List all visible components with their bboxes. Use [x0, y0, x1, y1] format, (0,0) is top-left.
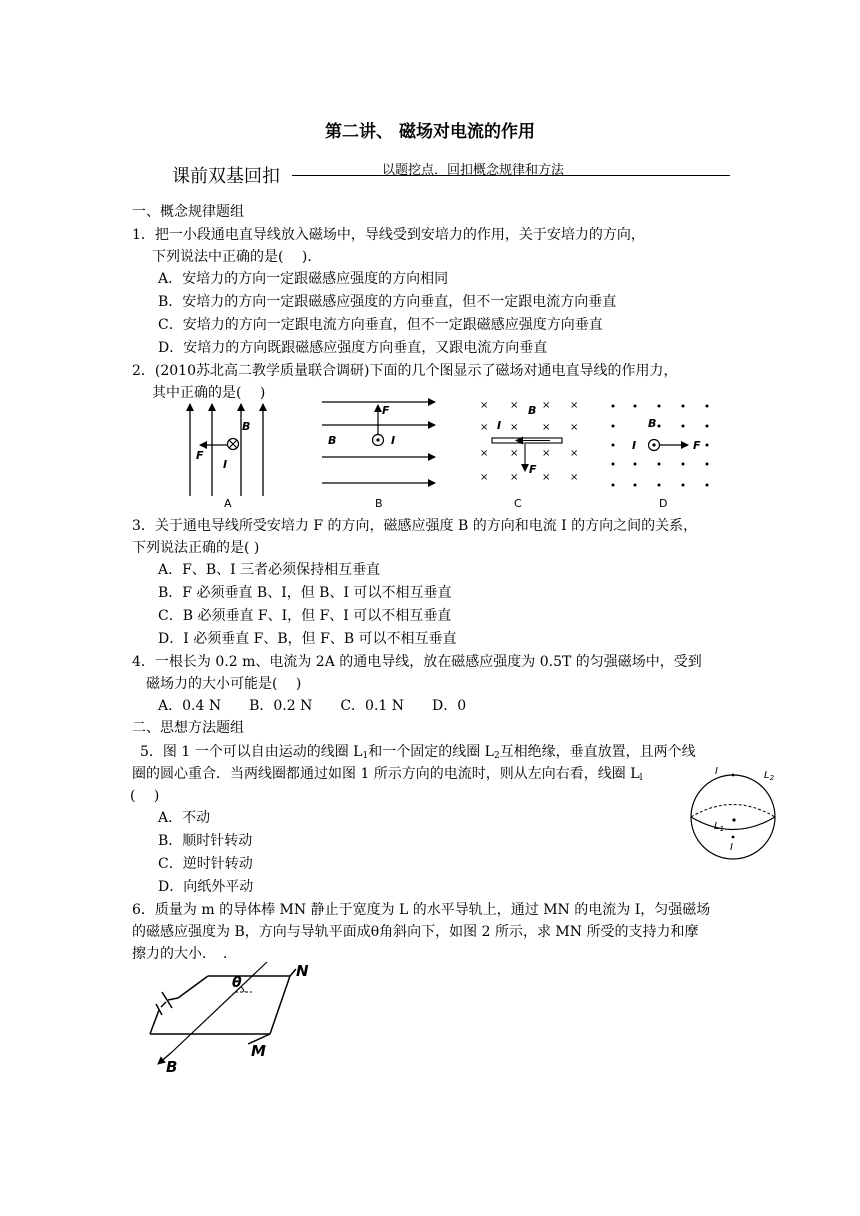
figure-c — [480, 400, 578, 510]
fig-d-label-f: F — [693, 439, 701, 452]
q6-fig-label-m: M — [251, 1042, 266, 1060]
page-title: 第二讲、 磁场对电流的作用 — [325, 122, 535, 142]
q6-fig-label-theta: θ — [232, 975, 242, 991]
q5-option-a: A．不动 — [158, 810, 211, 826]
q5-fig-label-i-top: I — [715, 766, 718, 777]
q2-figures — [170, 396, 730, 514]
q1-stem-line2: 下列说法中正确的是( )． — [152, 249, 322, 265]
q5-coils-figure — [688, 762, 784, 866]
q1-option-c: C．安培力的方向一定跟电流方向垂直，但不一定跟磁感应强度方向垂直 — [158, 317, 603, 333]
q5-option-c: C．逆时针转动 — [158, 856, 253, 872]
q4-stem-line2: 磁场力的大小可能是( ) — [146, 676, 302, 692]
q3-option-a: A．F、B、I 三者必须保持相互垂直 — [158, 562, 381, 578]
figure-d — [612, 405, 709, 511]
section-banner-title: 课前双基回扣 — [172, 166, 280, 187]
svg-text:×: × — [570, 400, 579, 411]
q5-fig-label-l1: $L_1$ — [714, 821, 725, 833]
fig-a-label-f: F — [196, 449, 204, 462]
q6-stem-line2: 的磁感应强度为 B，方向与导轨平面成θ角斜向下，如图 2 所示，求 MN 所受的支持力和摩 — [132, 924, 699, 940]
fig-c-label-f: F — [529, 463, 537, 476]
q1-option-d: D．安培力的方向既跟磁感应强度方向垂直，又跟电流方向垂直 — [158, 340, 548, 356]
q5-option-b: B．顺时针转动 — [158, 833, 253, 849]
fig-a-label-b: B — [242, 420, 251, 433]
section-heading-concepts: 一、概念规律题组 — [132, 204, 244, 220]
svg-text:×: × — [510, 472, 519, 483]
svg-text:×: × — [480, 400, 489, 411]
svg-text:×: × — [570, 422, 579, 433]
q5-stem-line3: ( ) — [130, 788, 160, 804]
q6-fig-label-b: B — [166, 1058, 178, 1076]
fig-b-label-f: F — [382, 404, 390, 417]
fig-b-label-b: B — [328, 434, 337, 447]
q4-stem-line1: 4．一根长为 0.2 m、电流为 2A 的通电导线，放在磁感应强度为 0.5T 的匀强磁场中，受到 — [132, 654, 702, 670]
q4-options: A．0.4 N B．0.2 N C．0.1 N D．0 — [158, 698, 467, 714]
svg-text:×: × — [510, 400, 519, 411]
q3-stem-line1: 3．关于通电导线所受安培力 F 的方向，磁感应强度 B 的方向和电流 I 的方向之间的关系， — [132, 518, 698, 534]
fig-c-label-i: I — [497, 419, 502, 432]
figure-a — [190, 404, 263, 510]
q5-stem-line2: 圈的圆心重合．当两线圈都通过如图 1 所示方向的电流时，则从左向右看，线圈 $L_l$ — [132, 766, 643, 783]
q6-stem-line3: 擦力的大小． ． — [132, 946, 237, 962]
q5-stem-line1: 5．图 1 一个可以自由运动的线圈 $L_1$和一个固定的线圈 $L_2$互相绝缘，垂直放置，且两个线 — [140, 744, 696, 761]
svg-text:×: × — [542, 448, 551, 459]
q3-stem-line2: 下列说法正确的是( ) — [132, 540, 260, 556]
q2-stem-line1: 2．(2010苏北高二教学质量联合调研)下面的几个图显示了磁场对通电直导线的作用力， — [132, 363, 678, 379]
fig-c-label-b: B — [528, 404, 537, 417]
svg-text:×: × — [480, 472, 489, 483]
svg-text:×: × — [542, 472, 551, 483]
svg-text:×: × — [542, 422, 551, 433]
svg-text:×: × — [510, 448, 519, 459]
fig-c-caption: C — [514, 497, 522, 510]
q1-option-b: B．安培力的方向一定跟磁感应强度的方向垂直，但不一定跟电流方向垂直 — [158, 294, 617, 310]
svg-text:×: × — [542, 400, 551, 411]
fig-b-caption: B — [375, 497, 383, 510]
fig-a-label-i: I — [223, 458, 228, 471]
q5-option-d: D．向纸外平动 — [158, 879, 254, 895]
q1-option-a: A．安培力的方向一定跟磁感应强度的方向相同 — [158, 271, 449, 287]
q3-option-d: D．I 必须垂直 F、B，但 F、B 可以不相互垂直 — [158, 631, 457, 647]
q1-stem-line1: 1．把一小段通电直导线放入磁场中，导线受到安培力的作用，关于安培力的方向， — [132, 227, 645, 243]
svg-text:×: × — [480, 448, 489, 459]
svg-text:×: × — [510, 422, 519, 433]
q3-option-b: B．F 必须垂直 B、I，但 B、I 可以不相互垂直 — [158, 585, 452, 601]
svg-text:×: × — [480, 422, 489, 433]
q6-rails-figure — [140, 960, 320, 1078]
svg-text:×: × — [570, 448, 579, 459]
q5-fig-label-i-bottom: I — [730, 842, 733, 853]
fig-d-label-b: B — [648, 417, 657, 430]
fig-d-label-i: I — [632, 439, 637, 452]
q2-stem-line2: 其中正确的是( ) — [152, 385, 266, 401]
svg-text:×: × — [570, 472, 579, 483]
q6-fig-label-n: N — [296, 962, 309, 980]
section-banner-subtitle: 以题挖点．回扣概念规律和方法 — [382, 163, 565, 178]
fig-d-caption: D — [659, 497, 668, 510]
banner-underline — [292, 175, 730, 176]
q6-stem-line1: 6．质量为 m 的导体棒 MN 静止于宽度为 L 的水平导轨上，通过 MN 的电流为 I，匀强磁场 — [132, 902, 711, 918]
section-heading-methods: 二、思想方法题组 — [132, 720, 244, 736]
fig-a-caption: A — [224, 497, 232, 510]
fig-b-label-i: I — [391, 434, 396, 447]
q5-fig-label-l2: $L_2$ — [764, 770, 775, 782]
figure-b — [322, 402, 435, 510]
q3-option-c: C．B 必须垂直 F、I，但 F、I 可以不相互垂直 — [158, 608, 452, 624]
